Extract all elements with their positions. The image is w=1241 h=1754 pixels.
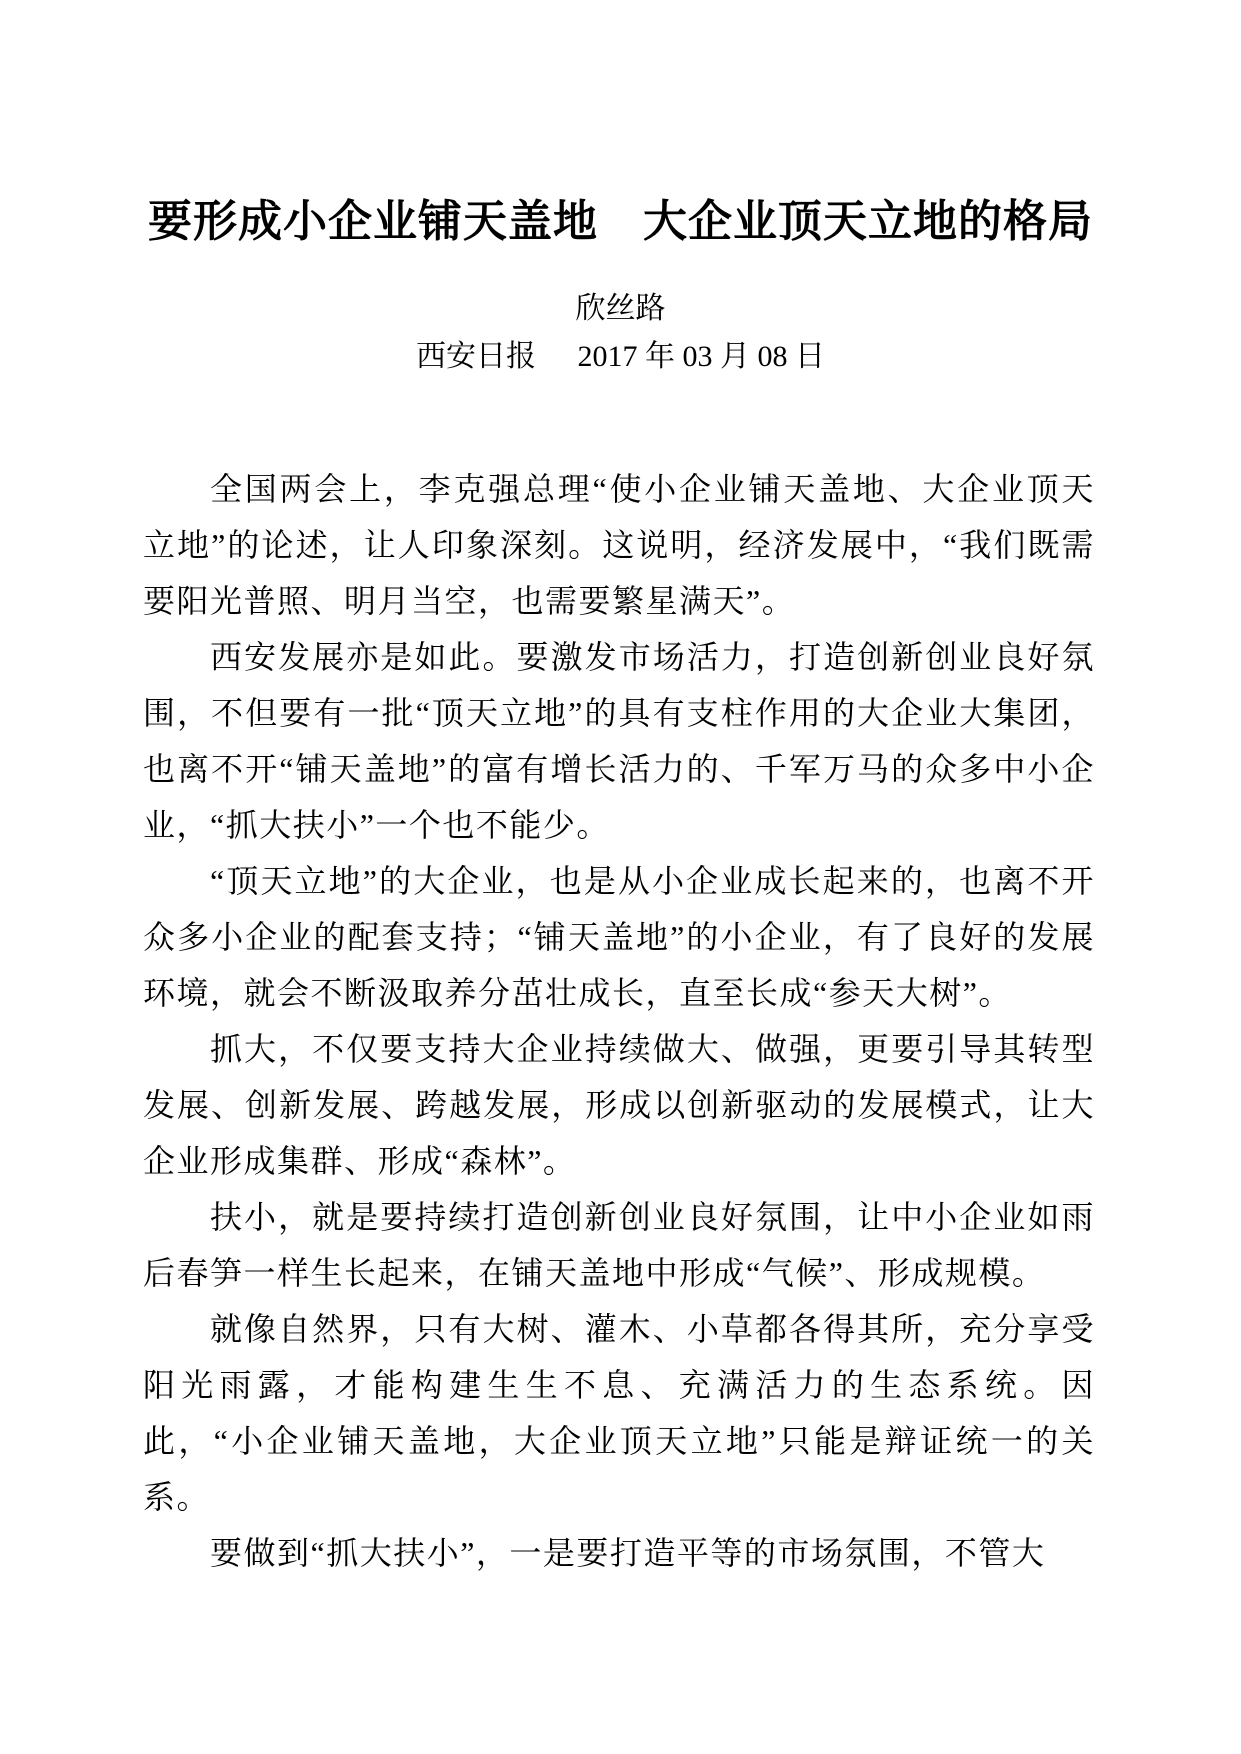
paragraph: 西安发展亦是如此。要激发市场活力，打造创新创业良好氛围，不但要有一批“顶天立地”的具有支柱作用的大企业大集团，也离不开“铺天盖地”的富有增长活力的、千军万马的众多中小企业，“抓大扶小”一个也不能少。 bbox=[143, 639, 1095, 843]
paragraph: “顶天立地”的大企业，也是从小企业成长起来的，也离不开众多小企业的配套支持；“铺天盖地”的小企业，有了良好的发展环境，就会不断汲取养分茁壮成长，直至长成“参天大树”。 bbox=[143, 863, 1095, 1011]
source-name: 西安日报 bbox=[416, 340, 536, 373]
author-byline: 欣丝路 bbox=[575, 292, 666, 325]
paragraph: 要做到“抓大扶小”，一是要打造平等的市场氛围，不管大 bbox=[210, 1535, 1046, 1571]
page-title: 要形成小企业铺天盖地 大企业顶天立地的格局 bbox=[148, 197, 1093, 246]
article-body bbox=[143, 461, 1095, 1581]
paragraph: 全国两会上，李克强总理“使小企业铺天盖地、大企业顶天立地”的论述，让人印象深刻。这说明，经济发展中，“我们既需要阳光普照、明月当空，也需要繁星满天”。 bbox=[143, 471, 1095, 619]
paragraph: 就像自然界，只有大树、灌木、小草都各得其所，充分享受阳光雨露，才能构建生生不息、充满活力的生态系统。因此，“小企业铺天盖地，大企业顶天立地”只能是辩证统一的关系。 bbox=[143, 1311, 1095, 1515]
publish-date: 2017 年 03 月 08 日 bbox=[577, 340, 825, 373]
paragraph: 抓大，不仅要支持大企业持续做大、做强，更要引导其转型发展、创新发展、跨越发展，形成以创新驱动的发展模式，让大企业形成集群、形成“森林”。 bbox=[143, 1031, 1095, 1179]
paragraph: 扶小，就是要持续打造创新创业良好氛围，让中小企业如雨后春笋一样生长起来，在铺天盖地中形成“气候”、形成规模。 bbox=[143, 1199, 1095, 1291]
dateline bbox=[0, 337, 1241, 377]
